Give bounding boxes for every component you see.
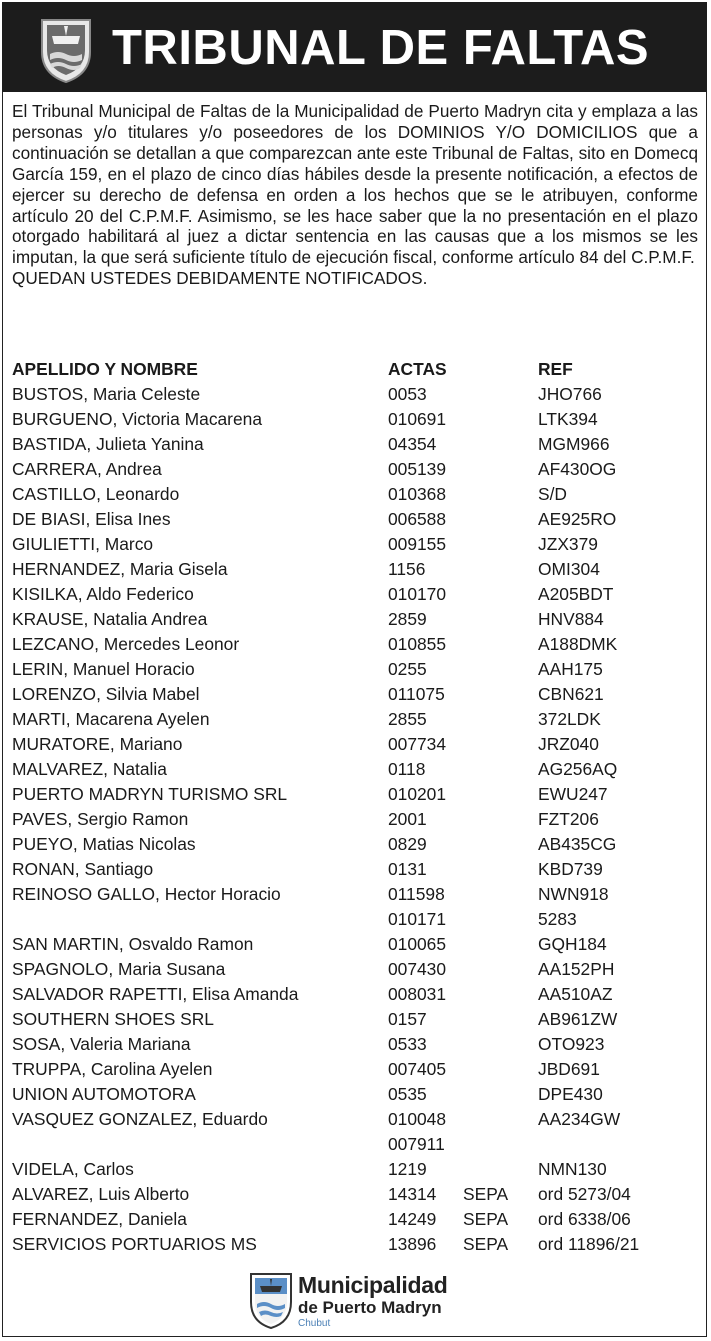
header-bar <box>2 2 707 92</box>
table-row <box>12 657 702 682</box>
cell-name: BURGUENO, Victoria Macarena <box>12 409 262 429</box>
cell-ref: A205BDT <box>538 584 614 604</box>
cell-acta: 010065 <box>388 934 447 954</box>
cell-acta: 007734 <box>388 734 447 754</box>
cell-name: PAVES, Sergio Ramon <box>12 809 189 829</box>
cell-ref: AAH175 <box>538 659 603 679</box>
table-row <box>12 782 702 807</box>
notice-line: QUEDAN USTEDES DEBIDAMENTE NOTIFICADOS. <box>12 268 428 289</box>
cell-name: SERVICIOS PORTUARIOS MS <box>12 1234 257 1254</box>
intro-text <box>12 101 698 289</box>
cell-name: REINOSO GALLO, Hector Horacio <box>12 884 281 904</box>
cell-ref: AF430OG <box>538 459 617 479</box>
cell-acta: 006588 <box>388 509 447 529</box>
cell-name: CASTILLO, Leonardo <box>12 484 180 504</box>
table-row <box>12 532 702 557</box>
cell-acta: 010368 <box>388 484 447 504</box>
table-row <box>12 1032 702 1057</box>
footer-name-line3: Chubut <box>298 1318 331 1329</box>
table-row <box>12 1182 702 1207</box>
cell-ref: S/D <box>538 484 567 504</box>
table-row <box>12 382 702 407</box>
footer-name-line2: de Puerto Madryn <box>298 1298 442 1317</box>
table-row <box>12 507 702 532</box>
cell-ref: AB435CG <box>538 834 617 854</box>
table-row <box>12 407 702 432</box>
cell-name: KRAUSE, Natalia Andrea <box>12 609 208 629</box>
cell-ref: JRZ040 <box>538 734 599 754</box>
cell-acta: 005139 <box>388 459 447 479</box>
cell-ref: OTO923 <box>538 1034 605 1054</box>
cell-name: FERNANDEZ, Daniela <box>12 1209 187 1229</box>
cell-acta: 0118 <box>388 759 426 779</box>
cell-name: VASQUEZ GONZALEZ, Eduardo <box>12 1109 268 1129</box>
cell-ref: AB961ZW <box>538 1009 618 1029</box>
cell-acta: 008031 <box>388 984 447 1004</box>
cell-acta: 2855 <box>388 709 427 729</box>
table-row <box>12 1082 702 1107</box>
table-header-row <box>12 357 702 382</box>
table-row <box>12 857 702 882</box>
table-row <box>12 807 702 832</box>
table-row <box>12 732 702 757</box>
cell-acta: 0829 <box>388 834 427 854</box>
table-row <box>12 707 702 732</box>
cell-name: SPAGNOLO, Maria Susana <box>12 959 226 979</box>
cell-ref: DPE430 <box>538 1084 603 1104</box>
cell-acta: 0533 <box>388 1034 427 1054</box>
table-row <box>12 457 702 482</box>
cell-acta: 010691 <box>388 409 447 429</box>
cell-ref: A188DMK <box>538 634 618 654</box>
cell-acta: 007430 <box>388 959 447 979</box>
cell-acta: 0255 <box>388 659 427 679</box>
cell-ref: NMN130 <box>538 1159 607 1179</box>
table-row <box>12 957 702 982</box>
table-row <box>12 557 702 582</box>
cell-acta: 0131 <box>388 859 427 879</box>
cell-ref: ord 5273/04 <box>538 1184 631 1204</box>
cell-name: BASTIDA, Julieta Yanina <box>12 434 204 454</box>
cell-sepa: SEPA <box>463 1209 509 1229</box>
cell-name: MARTI, Macarena Ayelen <box>12 709 210 729</box>
intro-paragraph: El Tribunal Municipal de Faltas de la Municipalidad de Puerto Madryn cita y emplaza a las personas y/o titulares y/o poseedores de los DOMINIOS Y/O DOMICILIOS que a continuación se detallan a que comparezcan ante este Tribunal de Faltas, sito en Domecq García 159, en el plazo de cinco días hábiles desde la presente notificación, a efectos de ejercer su derecho de defensa en orden a los hechos que se le atribuyen, conforme artículo 20 del C.P.M.F. Asimismo, se les hace saber que la no presentación en el plazo otorgado habilitará al juez a dictar sentencia en las causas que a los mismos se les imputan, la que será suficiente título de ejecución fiscal, conforme artículo 84 del C.P.M.F. <box>12 101 699 268</box>
cell-acta: 14249 <box>388 1209 437 1229</box>
cell-ref: CBN621 <box>538 684 604 704</box>
cell-acta: 010170 <box>388 584 447 604</box>
header-ref: REF <box>538 359 573 379</box>
table-row <box>12 907 702 932</box>
cell-acta: 010048 <box>388 1109 447 1129</box>
cell-ref: MGM966 <box>538 434 610 454</box>
cell-ref: AA152PH <box>538 959 615 979</box>
cell-ref: FZT206 <box>538 809 599 829</box>
cell-name: PUERTO MADRYN TURISMO SRL <box>12 784 288 804</box>
cell-acta: 1219 <box>388 1159 427 1179</box>
table-row <box>12 1107 702 1132</box>
cell-sepa: SEPA <box>463 1234 509 1254</box>
cell-ref: AA510AZ <box>538 984 613 1004</box>
municipality-footer-logo <box>246 1270 486 1334</box>
table-row <box>12 757 702 782</box>
cell-acta: 1156 <box>388 559 426 579</box>
cell-acta: 010855 <box>388 634 447 654</box>
cell-ref: 372LDK <box>538 709 601 729</box>
cell-name: GIULIETTI, Marco <box>12 534 154 554</box>
coat-of-arms-icon <box>38 14 94 84</box>
cell-name: PUEYO, Matias Nicolas <box>12 834 196 854</box>
cell-name: UNION AUTOMOTORA <box>12 1084 196 1104</box>
table-row <box>12 832 702 857</box>
cell-name: LORENZO, Silvia Mabel <box>12 684 200 704</box>
table-row <box>12 1157 702 1182</box>
cell-ref: LTK394 <box>538 409 598 429</box>
cell-acta: 13896 <box>388 1234 437 1254</box>
table-row <box>12 682 702 707</box>
cell-name: MURATORE, Mariano <box>12 734 183 754</box>
table-row <box>12 632 702 657</box>
cell-name: MALVAREZ, Natalia <box>12 759 167 779</box>
cell-ref: ord 11896/21 <box>538 1234 640 1254</box>
cell-ref: HNV884 <box>538 609 604 629</box>
cell-acta: 04354 <box>388 434 437 454</box>
cell-name: LEZCANO, Mercedes Leonor <box>12 634 240 654</box>
coat-of-arms-icon <box>248 1270 294 1330</box>
cell-ref: EWU247 <box>538 784 608 804</box>
cell-ref: JBD691 <box>538 1059 600 1079</box>
cell-acta: 011598 <box>388 884 445 904</box>
table-row <box>12 1207 702 1232</box>
cell-name: BUSTOS, Maria Celeste <box>12 384 201 404</box>
cell-ref: AG256AQ <box>538 759 618 779</box>
cell-ref: 5283 <box>538 909 577 929</box>
cell-ref: AE925RO <box>538 509 617 529</box>
cell-ref: JHO766 <box>538 384 602 404</box>
table-row <box>12 1232 702 1257</box>
header-actas: ACTAS <box>388 359 447 379</box>
cell-acta: 0053 <box>388 384 427 404</box>
table-row <box>12 1007 702 1032</box>
cell-ref: GQH184 <box>538 934 607 954</box>
cell-ref: ord 6338/06 <box>538 1209 631 1229</box>
cell-name: DE BIASI, Elisa Ines <box>12 509 171 529</box>
cell-acta: 009155 <box>388 534 447 554</box>
table-row <box>12 932 702 957</box>
cell-name: TRUPPA, Carolina Ayelen <box>12 1059 213 1079</box>
cell-name: HERNANDEZ, Maria Gisela <box>12 559 228 579</box>
cell-acta: 2001 <box>388 809 427 829</box>
cell-name: SALVADOR RAPETTI, Elisa Amanda <box>12 984 299 1004</box>
cell-acta: 010171 <box>388 909 447 929</box>
notified-table <box>12 357 702 1257</box>
cell-acta: 010201 <box>388 784 447 804</box>
cell-ref: JZX379 <box>538 534 598 554</box>
cell-name: ALVAREZ, Luis Alberto <box>12 1184 190 1204</box>
cell-name: RONAN, Santiago <box>12 859 154 879</box>
cell-sepa: SEPA <box>463 1184 509 1204</box>
cell-acta: 007405 <box>388 1059 447 1079</box>
cell-name: VIDELA, Carlos <box>12 1159 134 1179</box>
cell-ref: AA234GW <box>538 1109 621 1129</box>
table-row <box>12 1057 702 1082</box>
page-title: TRIBUNAL DE FALTAS <box>112 21 650 75</box>
table-row <box>12 982 702 1007</box>
cell-name: SOUTHERN SHOES SRL <box>12 1009 214 1029</box>
cell-name: KISILKA, Aldo Federico <box>12 584 194 604</box>
footer-name-line1: Municipalidad <box>298 1272 448 1298</box>
cell-ref: OMI304 <box>538 559 600 579</box>
table-row <box>12 482 702 507</box>
table-row <box>12 1132 702 1157</box>
cell-name: LERIN, Manuel Horacio <box>12 659 195 679</box>
cell-acta: 0157 <box>388 1009 427 1029</box>
table-row <box>12 882 702 907</box>
table-row <box>12 607 702 632</box>
header-name: APELLIDO Y NOMBRE <box>12 359 198 379</box>
cell-ref: NWN918 <box>538 884 609 904</box>
cell-name: CARRERA, Andrea <box>12 459 162 479</box>
cell-acta: 0535 <box>388 1084 427 1104</box>
cell-name: SOSA, Valeria Mariana <box>12 1034 191 1054</box>
cell-acta: 14314 <box>388 1184 437 1204</box>
cell-ref: KBD739 <box>538 859 603 879</box>
table-row <box>12 432 702 457</box>
cell-acta: 2859 <box>388 609 427 629</box>
cell-acta: 007911 <box>388 1134 445 1154</box>
cell-acta: 011075 <box>388 684 445 704</box>
cell-name: SAN MARTIN, Osvaldo Ramon <box>12 934 254 954</box>
table-row <box>12 582 702 607</box>
